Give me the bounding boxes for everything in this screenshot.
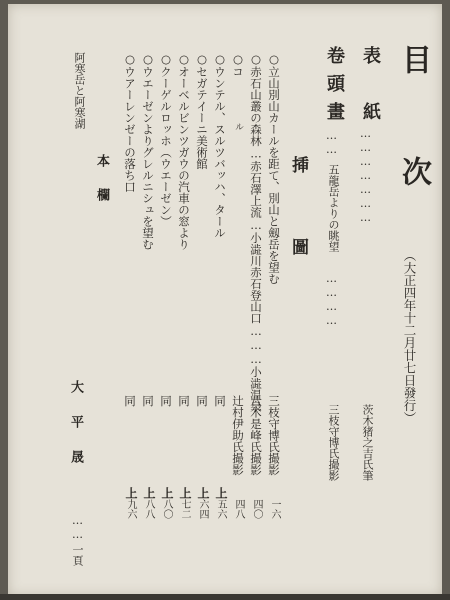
illustration-page: 一六 xyxy=(269,499,280,519)
illustration-page: 六四 xyxy=(197,499,208,519)
main-section-heading: 本 欄 xyxy=(94,154,109,205)
illustration-title: ○ウアーレンゼーの落ち口 xyxy=(123,52,137,193)
illustration-title: ○コ xyxy=(231,52,245,78)
illustration-credit: 八木是峰氏撮影 xyxy=(249,395,263,476)
illustration-page: 八八 xyxy=(143,499,154,519)
illustration-page: 五六 xyxy=(215,499,226,519)
frontispiece-dots: …… xyxy=(325,129,338,157)
illustration-title: ○立山別山カールを距て、別山と劔岳を望む xyxy=(267,52,281,285)
frontispiece-credit: 三枝守博氏撮影 xyxy=(327,404,340,481)
main-article-author: 大平晟 xyxy=(68,380,83,485)
main-article-page: 一頁 xyxy=(71,544,84,566)
illustration-title: ○ウエーゼンよりグレルニシュを望む xyxy=(141,52,155,250)
illustration-credit: 同 xyxy=(141,395,155,407)
frontispiece-label: 卷頭畫 xyxy=(324,46,345,130)
volume-mark: 上 xyxy=(142,487,156,499)
illustration-title-mid: ル xyxy=(233,122,243,131)
illustration-page: 八〇 xyxy=(161,499,172,519)
illustration-title: ○オーベルビンツガウの汽車の窓より xyxy=(177,52,191,250)
frontispiece-dots-2: ………… xyxy=(325,272,338,328)
illustration-credit: 辻村伊助氏撮影 xyxy=(231,395,245,476)
illustration-credit: 同 xyxy=(213,395,227,407)
illustration-credit: 同 xyxy=(123,395,137,407)
illustration-page: 四〇 xyxy=(251,499,262,519)
illustration-page: 七二 xyxy=(179,499,190,519)
scanner-edge xyxy=(0,594,450,600)
volume-mark: 上 xyxy=(196,487,210,499)
main-article-dots: …… xyxy=(71,514,84,542)
volume-mark: 上 xyxy=(124,487,138,499)
cover-label: 表 紙 xyxy=(360,46,381,130)
illustration-credit: 同 xyxy=(177,395,191,407)
volume-mark: 上 xyxy=(214,487,228,499)
illustration-credit: 同 xyxy=(159,395,173,407)
cover-dots: ………………… xyxy=(359,127,372,225)
volume-mark: 上 xyxy=(178,487,192,499)
publication-date: （大正四年十二月廿七日發行） xyxy=(402,249,417,424)
illustration-title: ○赤石山叢の森林…赤石澤上流…小澁川赤石登山口………小澁温泉 xyxy=(249,52,263,412)
cover-credit: 茨木猪之吉氏筆 xyxy=(361,404,374,481)
illustration-title: ○クーゲルロッホ（ウエーゼン） xyxy=(159,52,173,227)
document-page xyxy=(8,4,442,596)
illustration-title: ○セガテイーニ美術館 xyxy=(195,52,209,170)
main-article-title: 阿寒岳と阿寒湖 xyxy=(73,52,86,129)
illustration-title: ○ウンテル、スルツバッハ、タール xyxy=(213,52,227,239)
illustration-credit: 同 xyxy=(195,395,209,407)
volume-mark: 上 xyxy=(160,487,174,499)
frontispiece-caption: 五龍岳よりの眺望 xyxy=(327,164,340,252)
illustration-page: 四八 xyxy=(233,499,244,519)
page-title: 目 次 xyxy=(396,44,431,212)
illustration-credit: 三枝守博氏撮影 xyxy=(267,395,281,476)
illustrations-heading: 揷 圖 xyxy=(288,156,308,279)
illustration-page: 九六 xyxy=(125,499,136,519)
